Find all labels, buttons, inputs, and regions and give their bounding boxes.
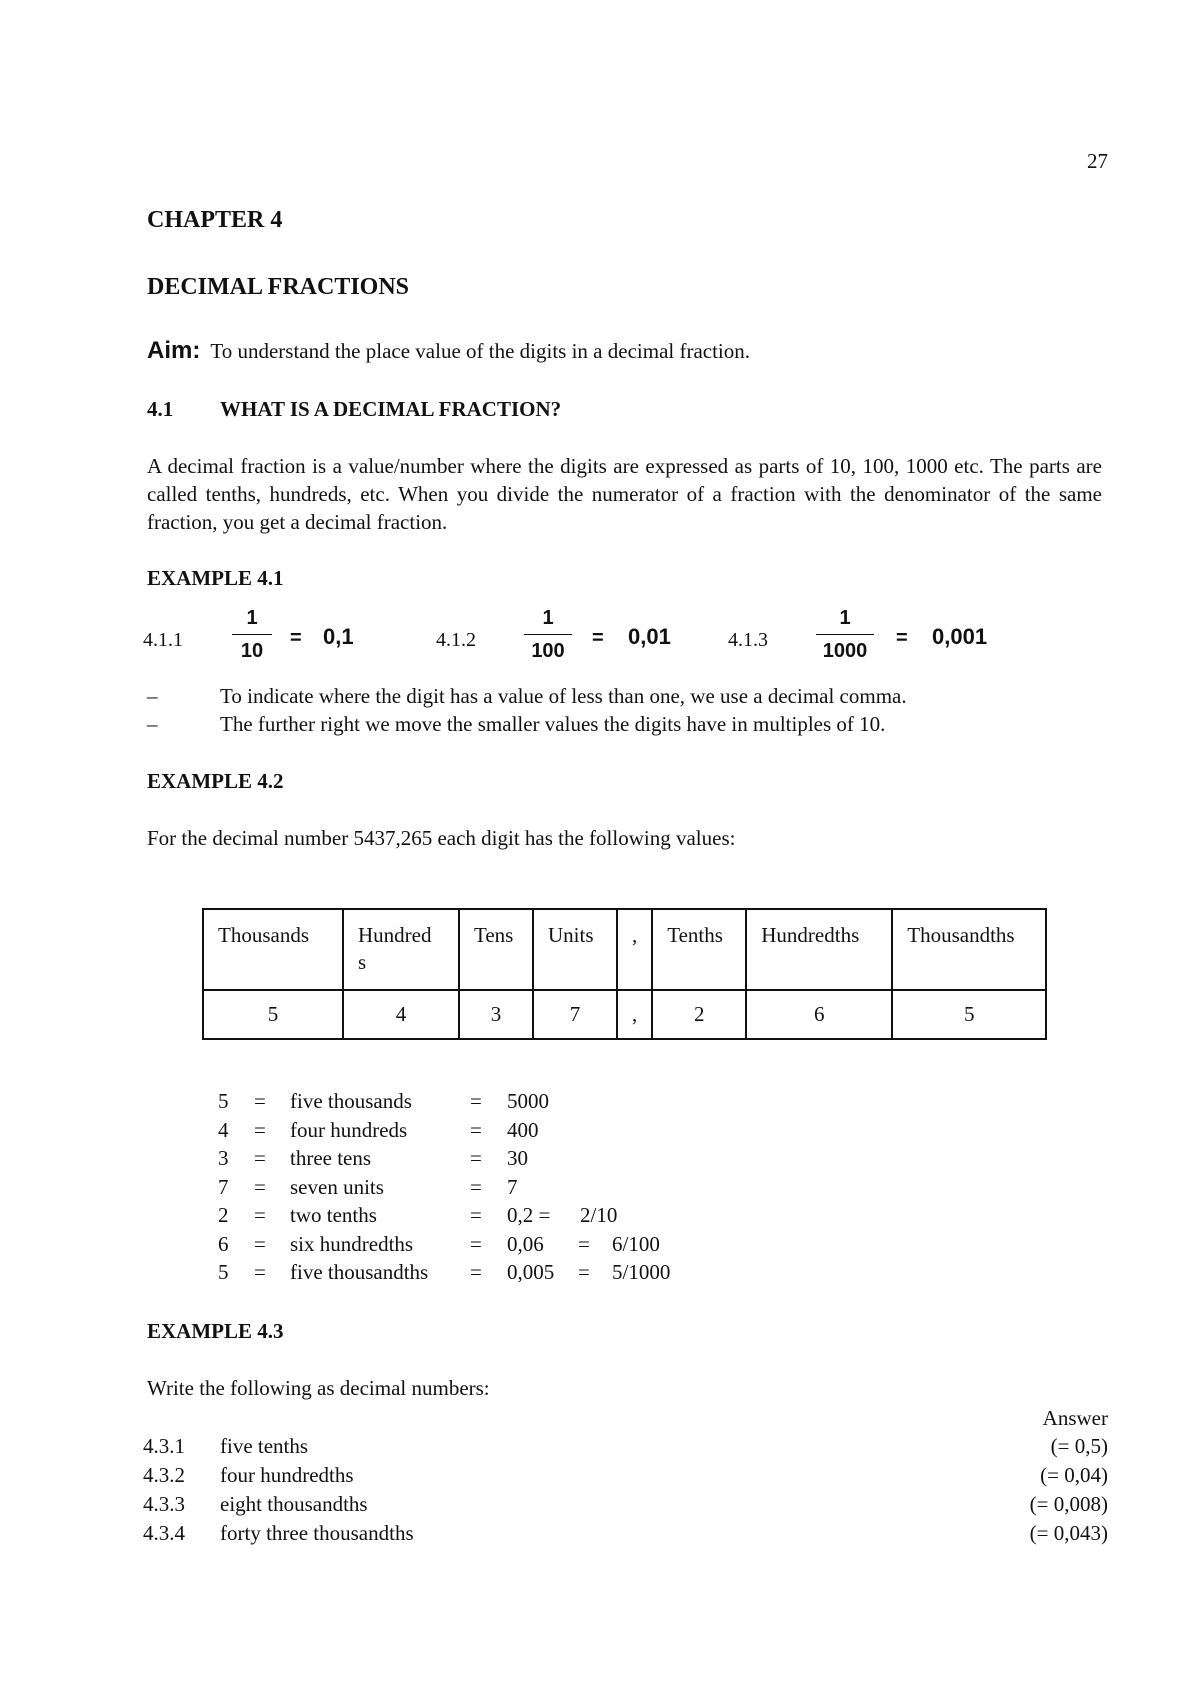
place-value-table bbox=[202, 908, 1047, 1040]
breakdown-equals: = bbox=[470, 1089, 482, 1113]
fraction-denominator: 1000 bbox=[822, 640, 868, 662]
breakdown-words: four hundreds bbox=[290, 1117, 408, 1142]
question-text: four hundredths bbox=[220, 1463, 354, 1487]
breakdown-equals: = bbox=[254, 1117, 266, 1142]
breakdown-equals: = bbox=[470, 1146, 482, 1170]
breakdown-fraction: 5/1000 bbox=[612, 1260, 671, 1284]
breakdown-words: two tenths bbox=[290, 1203, 377, 1227]
breakdown-digit: 7 bbox=[218, 1174, 229, 1199]
table-cell: 3 bbox=[459, 990, 533, 1039]
fraction-numerator: 1 bbox=[542, 607, 554, 629]
table-header-cell: Tens bbox=[459, 909, 533, 990]
breakdown-digit: 3 bbox=[218, 1146, 229, 1170]
answer-heading: Answer bbox=[1042, 1406, 1108, 1430]
table-cell: 4 bbox=[343, 990, 459, 1039]
fraction-item-label: 4.1.3 bbox=[728, 629, 768, 651]
question-text: five tenths bbox=[220, 1434, 309, 1458]
table-cell: 6 bbox=[746, 990, 892, 1039]
aim-text: To understand the place value of the digits in a decimal fraction. bbox=[210, 339, 751, 363]
breakdown-value: 0,005 bbox=[507, 1260, 555, 1284]
example-4-2-intro: For the decimal number 5437,265 each digit has the following values: bbox=[147, 826, 736, 850]
breakdown-words: five thousands bbox=[290, 1089, 412, 1113]
breakdown-equals: = bbox=[578, 1260, 590, 1284]
breakdown-words: three tens bbox=[290, 1146, 372, 1170]
breakdown-equals: = bbox=[470, 1174, 482, 1199]
breakdown-equals: = bbox=[470, 1203, 482, 1227]
breakdown-equals: = bbox=[578, 1231, 590, 1256]
table-header-cell: , bbox=[617, 909, 652, 990]
breakdown-equals: = bbox=[254, 1174, 266, 1199]
breakdown-words: five thousandths bbox=[290, 1260, 429, 1284]
breakdown-digit: 5 bbox=[218, 1089, 229, 1113]
breakdown-equals: = bbox=[254, 1146, 266, 1170]
question-number: 4.3.4 bbox=[143, 1521, 185, 1545]
fraction-denominator: 100 bbox=[531, 640, 565, 662]
breakdown-equals: = bbox=[470, 1231, 482, 1256]
example-4-1-heading: EXAMPLE 4.1 bbox=[147, 566, 284, 590]
question-answer: (= 0,008) bbox=[1029, 1492, 1108, 1516]
table-header-row bbox=[203, 909, 1046, 990]
table-cell: 2 bbox=[652, 990, 746, 1039]
section-title: WHAT IS A DECIMAL FRACTION? bbox=[220, 397, 562, 421]
page-number: 27 bbox=[1087, 149, 1108, 173]
breakdown-equals: = bbox=[254, 1260, 266, 1284]
breakdown-fraction: 6/100 bbox=[612, 1231, 660, 1256]
breakdown-value: 5000 bbox=[507, 1089, 549, 1113]
bullet-dash: – bbox=[147, 684, 158, 708]
chapter-title: DECIMAL FRACTIONS bbox=[147, 274, 410, 300]
table-cell: 5 bbox=[203, 990, 343, 1039]
breakdown-digit: 5 bbox=[218, 1260, 229, 1284]
table-cell: 7 bbox=[533, 990, 617, 1039]
table-header-cell: Thousands bbox=[203, 909, 343, 990]
decimal-value: 0,01 bbox=[628, 624, 671, 649]
table-header-cell: Units bbox=[533, 909, 617, 990]
chapter-heading: CHAPTER 4 bbox=[147, 207, 283, 233]
question-answer: (= 0,5) bbox=[1050, 1434, 1108, 1458]
example-4-1-fractions bbox=[0, 605, 1200, 675]
fraction-numerator: 1 bbox=[246, 607, 258, 629]
bullet-dash: – bbox=[147, 712, 158, 736]
breakdown-value: 400 bbox=[507, 1117, 539, 1142]
breakdown-value: 0,2 = bbox=[507, 1203, 551, 1227]
fraction-denominator: 10 bbox=[240, 640, 264, 662]
equals-sign: = bbox=[592, 627, 604, 649]
question-text: eight thousandths bbox=[220, 1492, 368, 1516]
breakdown-equals: = bbox=[254, 1231, 266, 1256]
example-4-2-heading: EXAMPLE 4.2 bbox=[147, 769, 284, 793]
question-number: 4.3.2 bbox=[143, 1463, 185, 1487]
fraction bbox=[232, 605, 272, 664]
breakdown-equals: = bbox=[254, 1089, 266, 1113]
table-header-cell: Thousandths bbox=[892, 909, 1046, 990]
fraction-item-label: 4.1.1 bbox=[143, 629, 183, 651]
question-answer: (= 0,04) bbox=[1040, 1463, 1108, 1487]
intro-paragraph: A decimal fraction is a value/number where the digits are expressed as parts of 10, 100, 1000 etc. The parts are called tenths, hundreds, etc. When you divide the numerator of a fraction with the denominator of the same fraction, you get a decimal fraction. bbox=[147, 454, 1102, 534]
aim-label: Aim: bbox=[147, 337, 201, 364]
question-number: 4.3.3 bbox=[143, 1492, 185, 1516]
question-number: 4.3.1 bbox=[143, 1434, 185, 1458]
breakdown-equals: = bbox=[470, 1260, 482, 1284]
aim-statement bbox=[147, 335, 750, 366]
breakdown-value: 0,06 bbox=[507, 1231, 544, 1256]
question-answer: (= 0,043) bbox=[1029, 1521, 1108, 1545]
table-cell: 5 bbox=[892, 990, 1046, 1039]
breakdown-words: six hundredths bbox=[290, 1231, 414, 1256]
example-4-3-intro: Write the following as decimal numbers: bbox=[147, 1376, 490, 1400]
fraction-numerator: 1 bbox=[839, 607, 851, 629]
table-row bbox=[203, 990, 1046, 1039]
table-header-cell: Hundredths bbox=[746, 909, 892, 990]
bullet-text: To indicate where the digit has a value of less than one, we use a decimal comma. bbox=[220, 684, 907, 708]
bullet-text: The further right we move the smaller values the digits have in multiples of 10. bbox=[220, 712, 886, 736]
decimal-value: 0,1 bbox=[323, 624, 354, 649]
fraction bbox=[524, 605, 572, 664]
decimal-value: 0,001 bbox=[932, 624, 988, 649]
table-cell: , bbox=[617, 990, 652, 1039]
question-text: forty three thousandths bbox=[220, 1521, 414, 1545]
breakdown-value: 30 bbox=[507, 1146, 528, 1170]
fraction bbox=[816, 605, 874, 664]
section-number: 4.1 bbox=[147, 397, 174, 421]
equals-sign: = bbox=[290, 627, 302, 649]
example-4-3-heading: EXAMPLE 4.3 bbox=[147, 1319, 284, 1343]
breakdown-equals: = bbox=[254, 1203, 266, 1227]
breakdown-digit: 6 bbox=[218, 1231, 229, 1256]
breakdown-digit: 2 bbox=[218, 1203, 229, 1227]
breakdown-fraction: 2/10 bbox=[580, 1203, 618, 1227]
table-header-cell: Tenths bbox=[652, 909, 746, 990]
breakdown-words: seven units bbox=[290, 1174, 384, 1199]
table-header-cell: Hundred s bbox=[343, 909, 459, 990]
fraction-item-label: 4.1.2 bbox=[436, 629, 476, 651]
breakdown-digit: 4 bbox=[218, 1117, 229, 1142]
breakdown-value: 7 bbox=[507, 1174, 518, 1199]
equals-sign: = bbox=[896, 627, 908, 649]
breakdown-equals: = bbox=[470, 1117, 482, 1142]
